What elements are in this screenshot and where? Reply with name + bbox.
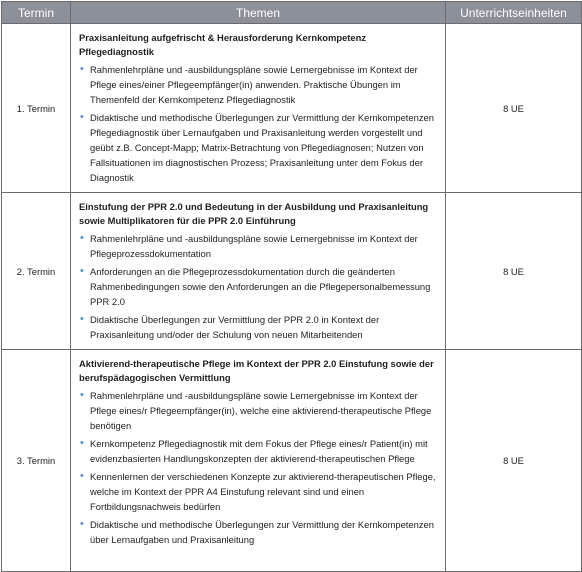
topic-item: • Didaktische und methodische Überlegungen zur Vermittlung der Kernkompetenzen Pflegediagnostik über Lernaufgaben und Praxisanleitung werden vorgestellt und geübt z.B. Concept-Mapp; Matrix-Betrachtung von Pflegediagnosen; Nutzen von Fallsituationen im diagnostischen Prozess; Praxisanleitung unter dem Fokus der Diagnostik bbox=[79, 110, 439, 185]
topic-list bbox=[79, 62, 439, 185]
topic-item: • Anforderungen an die Pflegeprozessdokumentation durch die geänderten Rahmenbedingungen sowie den Anforderungen an die Pflegepersonalbemessung PPR 2.0 bbox=[79, 264, 439, 309]
topic-item: • Rahmenlehrpläne und -ausbildungspläne sowie Lernergebnisse im Kontext der Pflegeprozessdokumentation bbox=[79, 231, 439, 261]
header-termin: Termin bbox=[2, 2, 71, 24]
schedule-table bbox=[1, 1, 582, 572]
topic-list bbox=[79, 388, 439, 547]
header-unterrichtseinheiten: Unterrichtseinheiten bbox=[446, 2, 582, 24]
topic-item: • Rahmenlehrpläne und -ausbildungspläne sowie Lernergebnisse im Kontext der Pflege eines/einer Pflegeempfänger(in) anwenden. Praktische Übungen im Themenfeld der Kernkompetenz Pflegediagnostik bbox=[79, 62, 439, 107]
header-row bbox=[2, 2, 582, 24]
table-row bbox=[2, 350, 582, 572]
themen-cell bbox=[71, 24, 446, 193]
termin-cell: 1. Termin bbox=[2, 24, 71, 193]
themen-cell bbox=[71, 350, 446, 572]
ue-cell: 8 UE bbox=[446, 350, 582, 572]
ue-cell: 8 UE bbox=[446, 24, 582, 193]
topic-title: Praxisanleitung aufgefrischt & Herausforderung Kernkompetenz Pflegediagnostik bbox=[79, 32, 367, 57]
topic-title: Einstufung der PPR 2.0 und Bedeutung in der Ausbildung und Praxisanleitung sowie Multiplikatoren für die PPR 2.0 Einführung bbox=[79, 201, 429, 226]
topic-item: • Didaktische Überlegungen zur Vermittlung der PPR 2.0 in Kontext der Praxisanleitung und/oder der Schulung von neuen Mitarbeitenden bbox=[79, 312, 439, 342]
table-row bbox=[2, 193, 582, 350]
table-row bbox=[2, 24, 582, 193]
termin-cell: 3. Termin bbox=[2, 350, 71, 572]
topic-item: • Kennenlernen der verschiedenen Konzepte zur aktivierend-therapeutischen Pflege, welche im Kontext der PPR A4 Einstufung relevant sind und einen Fortbildungsnachweis bedürfen bbox=[79, 469, 439, 514]
topic-item: • Didaktische und methodische Überlegungen zur Vermittlung der Kernkompetenzen über Lernaufgaben und Praxisanleitung bbox=[79, 517, 439, 547]
termin-cell: 2. Termin bbox=[2, 193, 71, 350]
header-themen: Themen bbox=[71, 2, 446, 24]
ue-cell: 8 UE bbox=[446, 193, 582, 350]
topic-title: Aktivierend-therapeutische Pflege im Kontext der PPR 2.0 Einstufung sowie der berufspädagogischen Vermittlung bbox=[79, 358, 434, 383]
topic-list bbox=[79, 231, 439, 342]
topic-item: • Kernkompetenz Pflegediagnostik mit dem Fokus der Pflege eines/r Patient(in) mit evidenzbasierten Handlungskonzepten der aktivierend-therapeutischen Pflege bbox=[79, 436, 439, 466]
topic-item: • Rahmenlehrpläne und -ausbildungspläne sowie Lernergebnisse im Kontext der Pflege eines/r Pflegeempfänger(in), welche eine aktivierend-therapeutische Pflege benötigen bbox=[79, 388, 439, 433]
themen-cell bbox=[71, 193, 446, 350]
